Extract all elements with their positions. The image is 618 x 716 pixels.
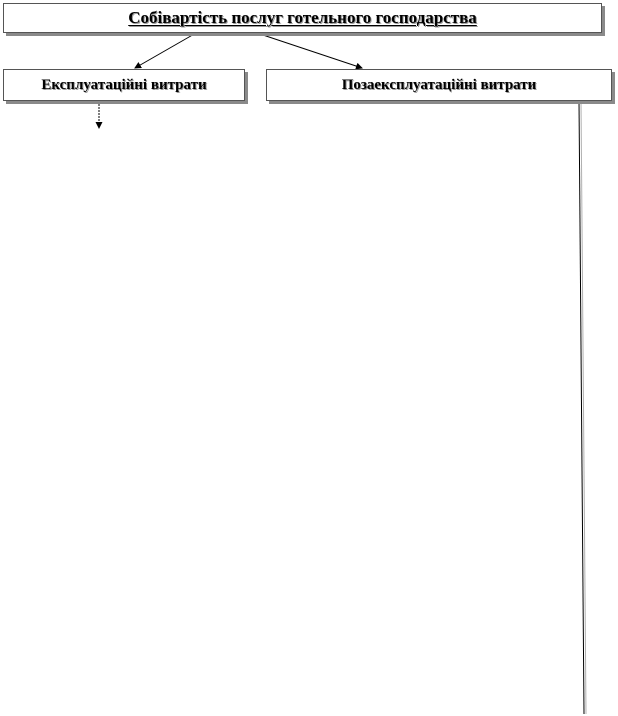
root-node-label: Собівартість послуг готельного господарства bbox=[128, 8, 477, 27]
non-operating-costs-label: Позаексплуатаційні витрати bbox=[341, 76, 537, 93]
non-operating-costs-node bbox=[266, 69, 612, 101]
operating-costs-node bbox=[3, 69, 245, 101]
arrow-root-to-operating bbox=[135, 33, 196, 68]
root-node bbox=[3, 3, 602, 33]
operating-costs-label: Експлуатаційні витрати bbox=[41, 76, 207, 93]
arrow-root-to-nonoperating bbox=[257, 33, 362, 68]
